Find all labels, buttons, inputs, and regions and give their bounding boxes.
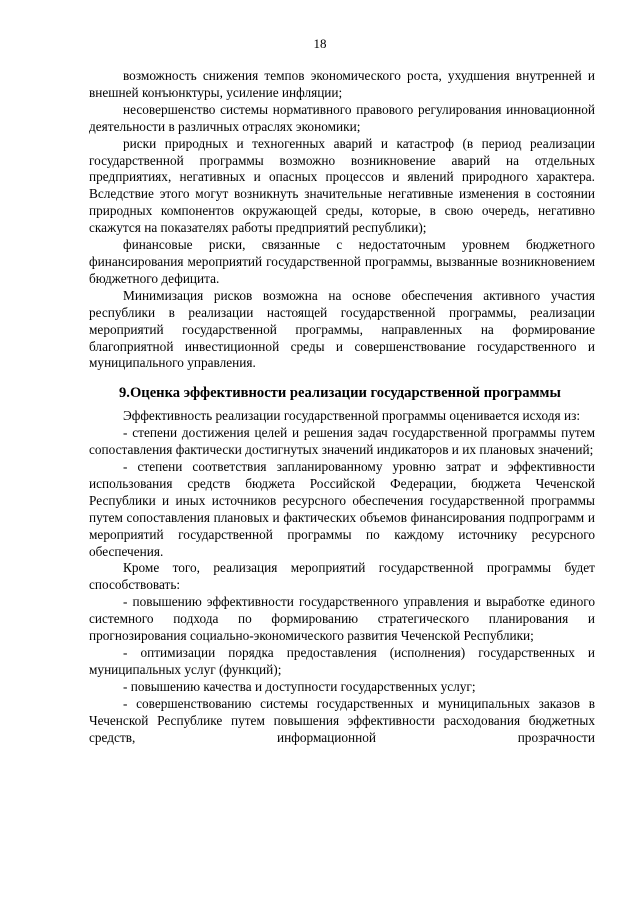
contribution-item: - совершенствованию системы государственных и муниципальных заказов в Чеченской Республике путем повышения эффективности расходования бюджетных средств, информационной прозрачности (89, 695, 595, 745)
criteria-item: - степени достижения целей и решения задач государственной программы путем сопоставления фактически достигнутых значений индикаторов и их плановых значений; (89, 425, 595, 458)
criteria-item: - степени соответствия запланированному уровню затрат и эффективности использования средств бюджета Российской Федерации, бюджета Чеченской Республики и иных источников ресурсного обеспечения государственной программы путем сопоставления плановых и фактических объемов финансирования подпрограмм и мероприятий государственной программы по каждому источнику ресурсного обеспечения. (89, 459, 595, 559)
risk-paragraph: возможность снижения темпов экономического роста, ухудшения внутренней и внешней конъюнктуры, усиление инфляции; (89, 68, 595, 100)
evaluation-intro: Эффективность реализации государственной программы оценивается исходя из: (123, 408, 581, 424)
minimization-paragraph: Минимизация рисков возможна на основе обеспечения активного участия республики в реализации настоящей государственной программы, реализации мероприятий государственной программы, направленных на формирование благоприятной инвестиционной среды и совершенствование государственного и муниципального управления. (89, 287, 595, 371)
contribution-intro: Кроме того, реализация мероприятий государственной программы будет способствовать: (89, 560, 595, 593)
risk-paragraph: риски природных и техногенных аварий и катастроф (в период реализации государственной программы возможно возникновение аварий на отдельных предприятиях, негативных и опасных процессов и явлений природного характера. Вследствие этого могут возникнуть значительные негативные изменения в состоянии природных компонентов окружающей среды, которые, в свою очередь, негативно скажутся на показателях работы предприятий республики); (89, 135, 595, 236)
contribution-item: - повышению эффективности государственного управления и выработке единого системного подхода по формированию стратегического планирования и прогнозирования социально-экономического развития Чеченской Республики; (89, 594, 595, 644)
document-body (89, 68, 595, 746)
risk-paragraph: несовершенство системы нормативного правового регулирования инновационной деятельности в различных отраслях экономики; (89, 101, 595, 134)
page-number: 18 (313, 36, 327, 51)
contribution-item: - повышению качества и доступности государственных услуг; (123, 678, 476, 694)
section-title: 9.Оценка эффективности реализации государственной программы (119, 385, 561, 402)
risk-paragraph: финансовые риски, связанные с недостаточным уровнем бюджетного финансирования мероприятий государственной программы, вызванные возникновением бюджетного дефицита. (89, 237, 595, 286)
contribution-item: - оптимизации порядка предоставления (исполнения) государственных и муниципальных услуг (функций); (89, 645, 595, 677)
